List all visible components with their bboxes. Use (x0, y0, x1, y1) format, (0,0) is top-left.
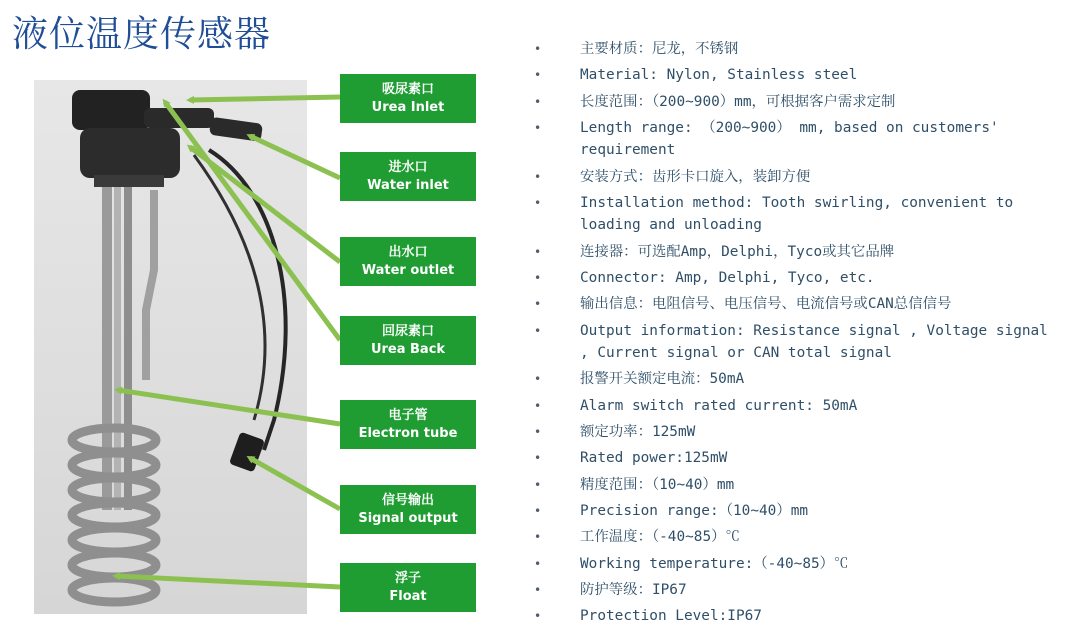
spec-text: 连接器：可选配Amp，Delphi，Tyco或其它品牌 (580, 243, 895, 260)
bullet-icon: • (534, 195, 542, 210)
spec-text: Alarm switch rated current: 50mA (580, 397, 858, 414)
spec-text: Connector: Amp, Delphi, Tyco, etc. (580, 270, 875, 287)
bullet-icon: • (534, 503, 542, 518)
label-en: Signal output (358, 510, 458, 526)
tube-shape (146, 190, 154, 380)
tube-shape (102, 180, 112, 510)
bullet-icon: • (534, 609, 542, 624)
bullet-icon: • (534, 271, 542, 286)
spec-item (532, 293, 1062, 316)
spec-text: 额定功率：125mW (580, 424, 696, 441)
bullet-icon: • (534, 297, 542, 312)
label-zh: 出水口 (388, 244, 428, 260)
spec-item (532, 474, 1062, 497)
bullet-icon: • (534, 451, 542, 466)
port-shape (144, 108, 214, 128)
bullet-icon: • (534, 398, 542, 413)
bullet-icon: • (534, 477, 542, 492)
spec-text: 精度范围：（10~40）mm (580, 476, 735, 493)
spec-item (532, 241, 1062, 264)
spec-text: 防护等级：IP67 (580, 581, 687, 598)
label-en: Float (389, 588, 427, 604)
label-water-outlet (340, 237, 476, 286)
label-en: Urea Back (370, 341, 446, 357)
label-en: Urea Inlet (371, 99, 445, 115)
product-photo (34, 80, 307, 614)
spec-text: Working temperature:（-40~85）℃ (580, 555, 849, 572)
label-zh: 回尿素口 (381, 323, 434, 339)
spec-text: 主要材质：尼龙，不锈钢 (580, 41, 739, 57)
label-urea-inlet (340, 74, 476, 123)
label-float (340, 563, 476, 612)
head-shape (94, 175, 164, 187)
spec-item (532, 192, 1062, 237)
label-electron-tube (340, 400, 476, 449)
bullet-icon: • (534, 94, 542, 109)
label-zh: 浮子 (394, 570, 421, 586)
label-en: Electron tube (358, 425, 458, 441)
label-zh: 电子管 (388, 407, 428, 423)
spec-item (532, 38, 1062, 61)
bullet-icon: • (534, 425, 542, 440)
spec-item (532, 605, 1062, 628)
label-zh: 吸尿素口 (381, 81, 434, 97)
spec-text: Material: Nylon, Stainless steel (580, 67, 858, 84)
spec-item (532, 579, 1062, 602)
spec-item (532, 166, 1062, 189)
spec-item (532, 267, 1062, 290)
bullet-icon: • (534, 530, 542, 545)
bullet-icon: • (534, 244, 542, 259)
spec-text: Rated power:125mW (580, 450, 728, 467)
spec-item (532, 500, 1062, 523)
label-signal-output (340, 485, 476, 534)
spec-item (532, 117, 1062, 162)
label-zh: 信号输出 (381, 492, 434, 508)
label-en: Water inlet (367, 177, 449, 193)
spec-text: Precision range:（10~40）mm (580, 502, 809, 519)
port-shape (209, 117, 263, 142)
bullet-icon: • (534, 42, 542, 56)
tube-shape (114, 180, 121, 510)
label-zh: 进水口 (388, 159, 428, 175)
spec-item (532, 91, 1062, 114)
spec-text: 长度范围：（200~900）mm，可根据客户需求定制 (580, 93, 896, 110)
label-urea-back (340, 316, 476, 365)
spec-item (532, 447, 1062, 470)
tube-shape (124, 180, 132, 510)
bullet-icon: • (534, 582, 542, 597)
head-shape (80, 128, 180, 178)
spec-text: 工作温度：（-40~85）℃ (580, 529, 740, 546)
connector-shape (229, 432, 265, 473)
spec-text: Output information: Resistance signal , Voltage signal , Current signal or CAN total signal (580, 322, 1048, 362)
bullet-icon: • (534, 169, 542, 184)
spec-text: 报警开关额定电流：50mA (580, 371, 745, 388)
spec-text: 输出信息：电阻信号、电压信号、电流信号或CAN总信信号 (580, 296, 952, 313)
label-en: Water outlet (361, 262, 455, 278)
spec-text: Length range: （200~900） mm, based on customers' requirement (580, 119, 999, 159)
bullet-icon: • (534, 120, 542, 135)
coil-shape (72, 428, 156, 602)
spec-text: 安装方式：齿形卡口旋入，装卸方便 (580, 168, 811, 185)
spec-item (532, 526, 1062, 549)
head-shape (72, 90, 150, 130)
spec-list (532, 38, 1062, 631)
bullet-icon: • (534, 556, 542, 571)
spec-item (532, 320, 1062, 365)
sensor-illustration (34, 80, 307, 614)
spec-item (532, 553, 1062, 576)
spec-item (532, 421, 1062, 444)
spec-item (532, 64, 1062, 87)
spec-text: Installation method: Tooth swirling, convenient to loading and unloading (580, 194, 1014, 234)
bullet-icon: • (534, 323, 542, 338)
bullet-icon: • (534, 372, 542, 387)
label-water-inlet (340, 152, 476, 201)
bullet-icon: • (534, 68, 542, 83)
spec-text: Protection Level:IP67 (580, 608, 762, 625)
spec-item (532, 395, 1062, 418)
spec-item (532, 368, 1062, 391)
page-title: 液位温度传感器 (12, 14, 272, 55)
